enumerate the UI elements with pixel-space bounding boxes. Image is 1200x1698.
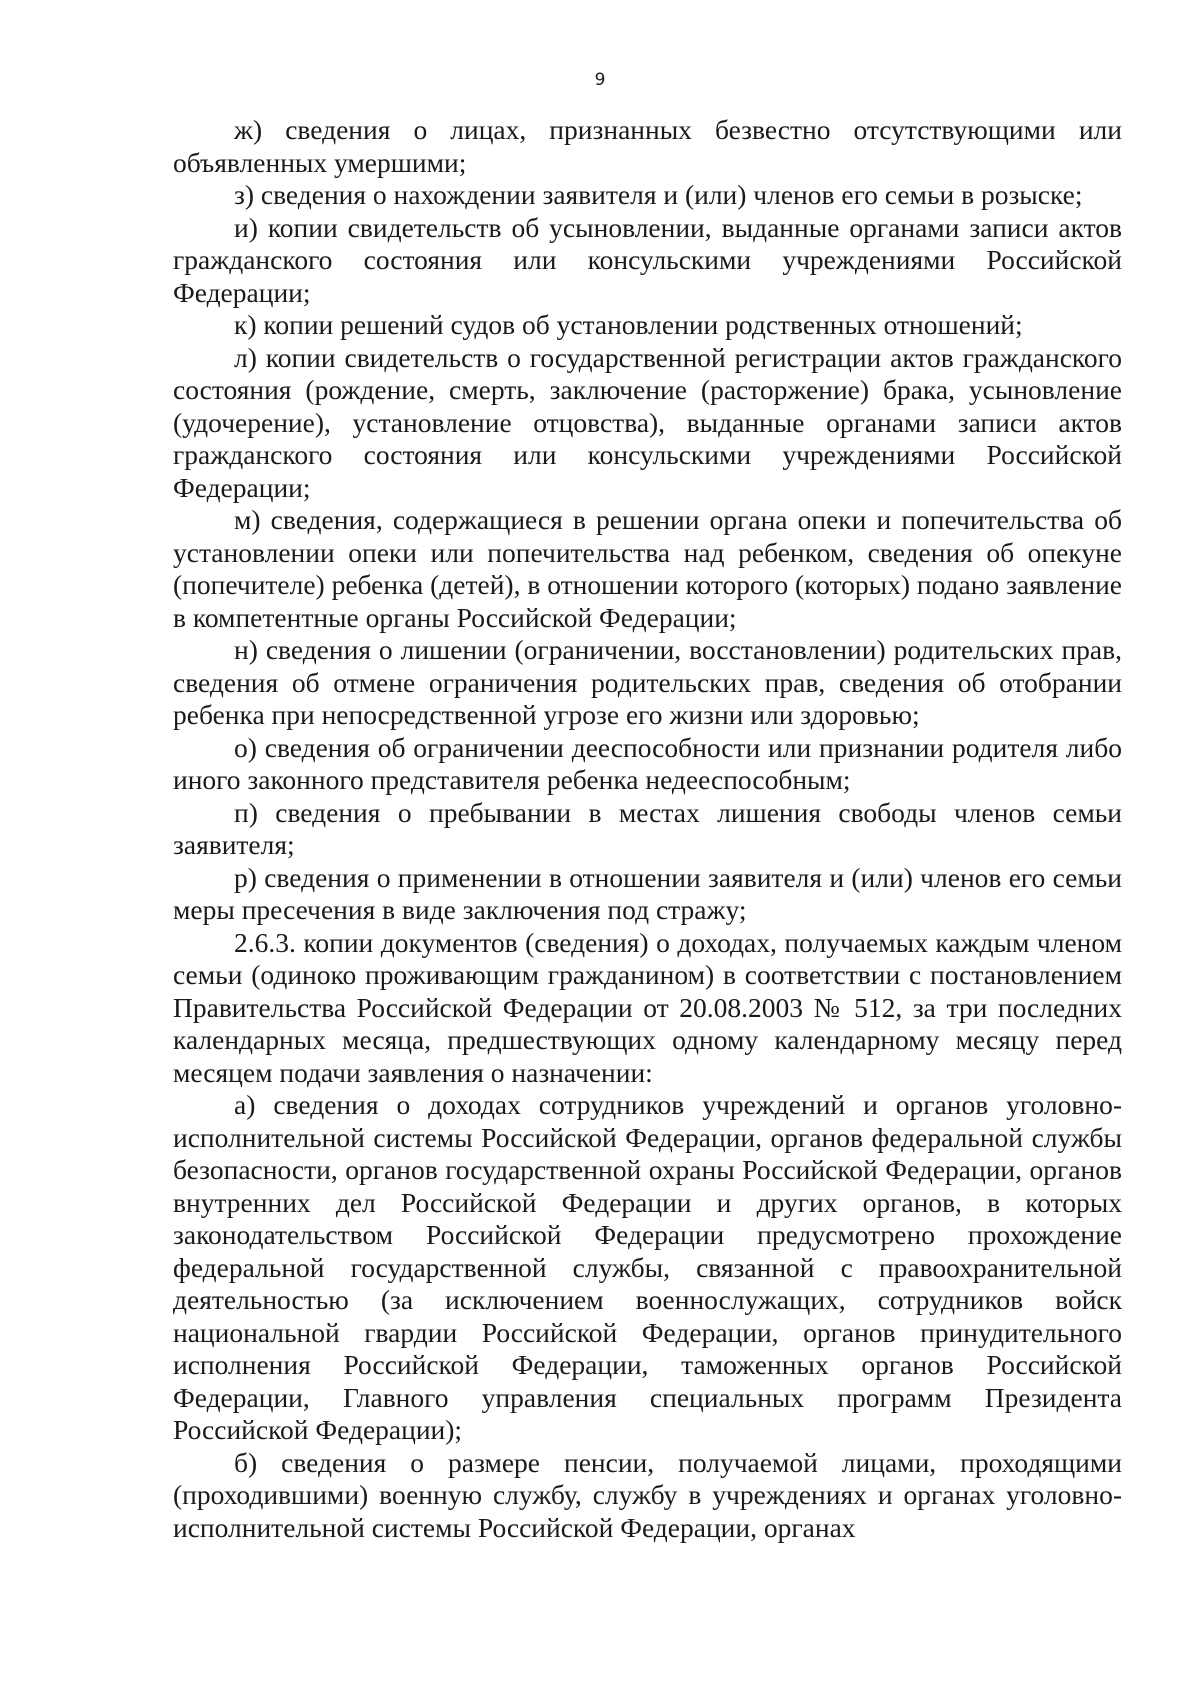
- paragraph-b: б) сведения о размере пенсии, получаемой лицами, проходящими (проходившими) военную службу, службу в учреждениях и органах уголовно-исполнительной системы Российской Федерации, органах: [173, 1446, 1122, 1543]
- document-body: [173, 114, 1122, 1544]
- paragraph-n: н) сведения о лишении (ограничении, восстановлении) родительских прав, сведения об отмене ограничения родительских прав, сведения об отобрании ребенка при непосредственной угрозе его жизни или здоровью;: [173, 634, 1122, 730]
- paragraph-o: о) сведения об ограничении дееспособности или признании родителя либо иного законного представителя ребенка недееспособным;: [173, 731, 1122, 795]
- paragraph-a: а) сведения о доходах сотрудников учреждений и органов уголовно-исполнительной системы Российской Федерации, органов федеральной службы безопасности, органов государственной охраны Российской Федерации, органов внутренних дел Российской Федерации и других органов, в которых законодательством Российской Федерации предусмотрено прохождение федеральной государственной службы, связанной с правоохранительной деятельностью (за исключением военнослужащих, сотрудников войск национальной гвардии Российской Федерации, органов принудительного исполнения Российской Федерации, таможенных органов Российской Федерации, Главного управления специальных программ Президента Российской Федерации);: [173, 1089, 1122, 1445]
- paragraph-r: р) сведения о применении в отношении заявителя и (или) членов его семьи меры пресечения в виде заключения под стражу;: [173, 861, 1122, 925]
- paragraph-p: п) сведения о пребывании в местах лишения свободы членов семьи заявителя;: [173, 796, 1122, 860]
- paragraph-k: к) копии решений судов об установлении родственных отношений;: [234, 309, 1023, 340]
- paragraph-l: л) копии свидетельств о государственной регистрации актов гражданского состояния (рождение, смерть, заключение (расторжение) брака, усыновление (удочерение), установление отцовства), выданные органами записи актов гражданского состояния или консульскими учреждениями Российской Федерации;: [173, 341, 1122, 503]
- paragraph-2-6-3: 2.6.3. копии документов (сведения) о доходах, получаемых каждым членом семьи (одиноко проживающим гражданином) в соответствии с постановлением Правительства Российской Федерации от 20.08.2003 № 512, за три последних календарных месяца, предшествующих одному календарному месяцу перед месяцем подачи заявления о назначении:: [173, 926, 1122, 1088]
- paragraph-m: м) сведения, содержащиеся в решении органа опеки и попечительства об установлении опеки или попечительства над ребенком, сведения об опекуне (попечителе) ребенка (детей), в отношении которого (которых) подано заявление в компетентные органы Российской Федерации;: [173, 504, 1122, 633]
- paragraph-i: и) копии свидетельств об усыновлении, выданные органами записи актов гражданского состояния или консульскими учреждениями Российской Федерации;: [173, 211, 1122, 308]
- paragraph-zh: ж) сведения о лицах, признанных безвестно отсутствующими или объявленных умершими;: [173, 114, 1122, 178]
- page-number: 9: [594, 70, 606, 90]
- paragraph-z: з) сведения о нахождении заявителя и (или) членов его семьи в розыске;: [234, 179, 1083, 210]
